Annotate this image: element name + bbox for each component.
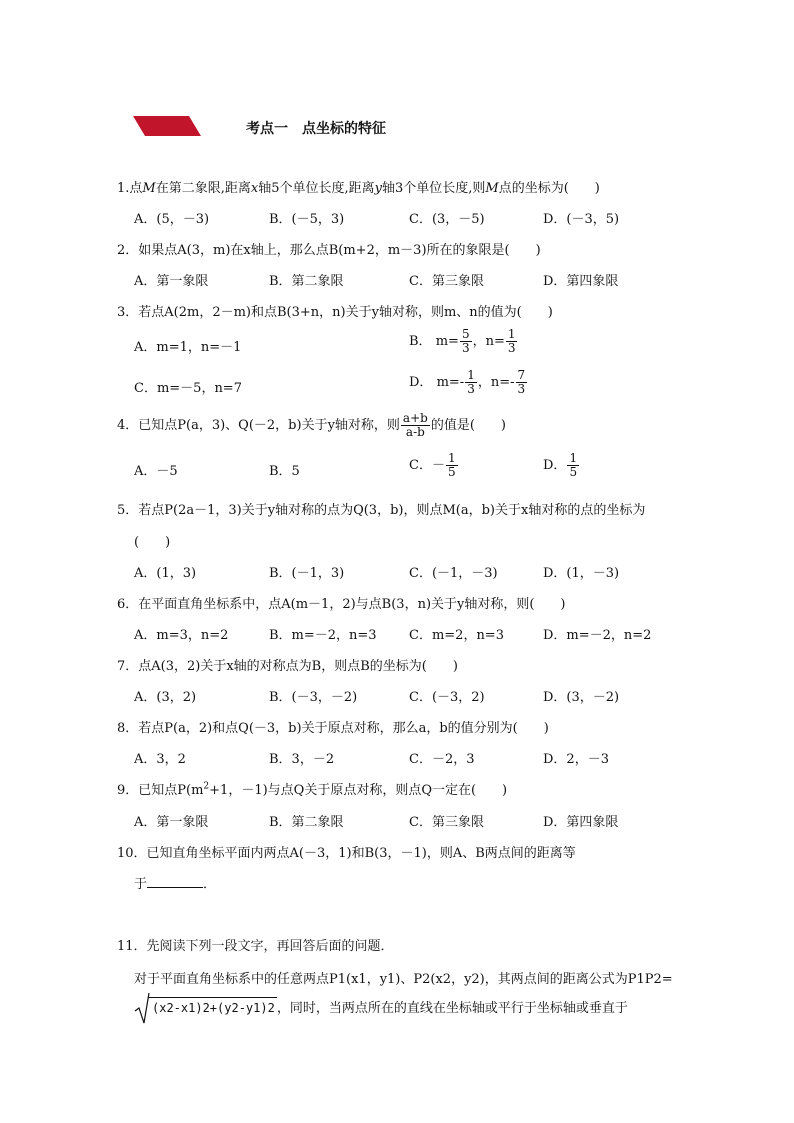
- q1-option-a[interactable]: A．(5，－3): [134, 212, 210, 227]
- q5-option-b[interactable]: B．(－1，3): [269, 566, 345, 581]
- question-6: 6．在平面直角坐标系中，点A(m－1，2)与点B(3，n)关于y轴对称，则( ): [117, 597, 566, 612]
- q8-option-a[interactable]: A．3，2: [134, 752, 186, 767]
- question-8: 8．若点P(a，2)和点Q(－3，b)关于原点对称，那么a，b的值分别为( ): [117, 721, 549, 736]
- question-11-formula-line: (x2-x1)2+(y2-y1)2 ，同时，当两点所在的直线在坐标轴或平行于坐标轴或垂直于: [134, 997, 628, 1016]
- q6-option-b[interactable]: B．m=－2，n=3: [269, 628, 377, 643]
- answer-blank[interactable]: [147, 875, 203, 888]
- q7-option-a[interactable]: A．(3，2): [134, 690, 197, 705]
- question-5: 5．若点P(2a－1，3)关于y轴对称的点为Q(3，b)，则点M(a，b)关于x轴对称的点的坐标为: [117, 503, 646, 518]
- question-2: 2．如果点A(3，m)在x轴上，那么点B(m+2，m－3)所在的象限是( ): [117, 243, 541, 258]
- q3-d-n-fraction: $\frac{7}{3}$: [517, 368, 526, 396]
- q9-option-c[interactable]: C．第三象限: [409, 815, 484, 830]
- question-9: 9．已知点$P(m^2+1$，－1)与点Q关于原点对称，则点Q一定在( ): [117, 781, 508, 798]
- q4-option-a[interactable]: A．－5: [134, 464, 178, 479]
- q2-option-b[interactable]: B．第二象限: [269, 274, 344, 289]
- q4-expression-fraction: $\frac{a+b}{a-b}$: [402, 411, 428, 439]
- question-5-answer-blank: ( ): [134, 535, 171, 550]
- q6-option-c[interactable]: C．m=2，n=3: [409, 628, 504, 643]
- q2-option-c[interactable]: C．第三象限: [409, 274, 484, 289]
- q3-b-m-fraction: $\frac{5}{3}$: [461, 327, 470, 355]
- distance-formula-radical: [134, 997, 277, 1016]
- q9-option-b[interactable]: B．第二象限: [269, 815, 344, 830]
- q5-option-a[interactable]: A．(1，3): [134, 566, 197, 581]
- q8-option-d[interactable]: D．2，－3: [543, 752, 609, 767]
- question-10-continued: 于 ．: [134, 877, 217, 892]
- q6-option-d[interactable]: D．m=－2，n=2: [543, 628, 652, 643]
- q1-option-b[interactable]: B．(－5，3): [269, 212, 345, 227]
- question-7: 7．点A(3，2)关于x轴的对称点为B，则点B的坐标为( ): [117, 659, 458, 674]
- q5-option-c[interactable]: C．(－1，－3): [409, 566, 498, 581]
- q6-option-a[interactable]: A．m=3，n=2: [134, 628, 229, 643]
- q1-option-d[interactable]: D．(－3，5): [543, 212, 620, 227]
- question-1: 1.点M在第二象限,距离x轴5个单位长度,距离y轴3个单位长度,则M点的坐标为( ): [117, 181, 600, 196]
- q4-d-fraction: $\frac{1}{5}$: [569, 451, 578, 479]
- q7-option-b[interactable]: B．(－3，－2): [269, 690, 358, 705]
- q3-option-b[interactable]: B． m= $\frac{5}{3}$ ，n= $\frac{1}{3}$: [409, 327, 516, 355]
- question-4: 4．已知点P(a，3)、Q(－2，b)关于y轴对称，则 $\frac{a+b}{a-b}$ 的值是( ): [117, 411, 506, 439]
- q3-option-d[interactable]: D． m=- $\frac{1}{3}$ ，n=- $\frac{7}{3}$: [409, 368, 526, 396]
- q4-option-b[interactable]: B．5: [269, 464, 300, 479]
- q3-option-c[interactable]: C．m=－5，n=7: [134, 381, 242, 396]
- q4-c-fraction: $\frac{1}{5}$: [447, 451, 456, 479]
- q7-option-d[interactable]: D．(3，－2): [543, 690, 620, 705]
- distance-formula-radicand: (x2-x1)2+(y2-y1)2: [148, 997, 277, 1015]
- section-title: 考点一 点坐标的特征: [246, 121, 386, 137]
- q9-option-d[interactable]: D．第四象限: [543, 815, 619, 830]
- q4-option-d[interactable]: D． $\frac{1}{5}$: [543, 451, 578, 479]
- q8-option-b[interactable]: B．3，－2: [269, 752, 335, 767]
- question-11-formula-intro: 对于平面直角坐标系中的任意两点P1(x1，y1)、P2(x2，y2)，其两点间的距离公式为P1P2=: [134, 972, 673, 987]
- radical-sign-icon: [134, 991, 150, 1025]
- question-10: 10．已知直角坐标平面内两点A(－3，1)和B(3，－1)，则A、B两点间的距离等: [117, 846, 576, 861]
- q1-option-c[interactable]: C．(3，－5): [409, 212, 485, 227]
- q3-b-n-fraction: $\frac{1}{3}$: [507, 327, 516, 355]
- section-banner: [133, 116, 201, 136]
- q2-option-a[interactable]: A．第一象限: [134, 274, 209, 289]
- q4-option-c[interactable]: C．－ $\frac{1}{5}$: [409, 451, 456, 479]
- q3-option-a[interactable]: A．m=1，n=－1: [134, 340, 242, 355]
- q5-option-d[interactable]: D．(1，－3): [543, 566, 620, 581]
- q8-option-c[interactable]: C．－2，3: [409, 752, 475, 767]
- q2-option-d[interactable]: D．第四象限: [543, 274, 619, 289]
- question-3: 3．若点A(2m，2－m)和点B(3+n，n)关于y轴对称，则m、n的值为( ): [117, 305, 553, 320]
- q3-d-m-fraction: $\frac{1}{3}$: [467, 368, 475, 396]
- q9-option-a[interactable]: A．第一象限: [134, 815, 209, 830]
- question-11: 11．先阅读下列一段文字，再回答后面的问题．: [117, 939, 394, 954]
- q7-option-c[interactable]: C．(－3，2): [409, 690, 485, 705]
